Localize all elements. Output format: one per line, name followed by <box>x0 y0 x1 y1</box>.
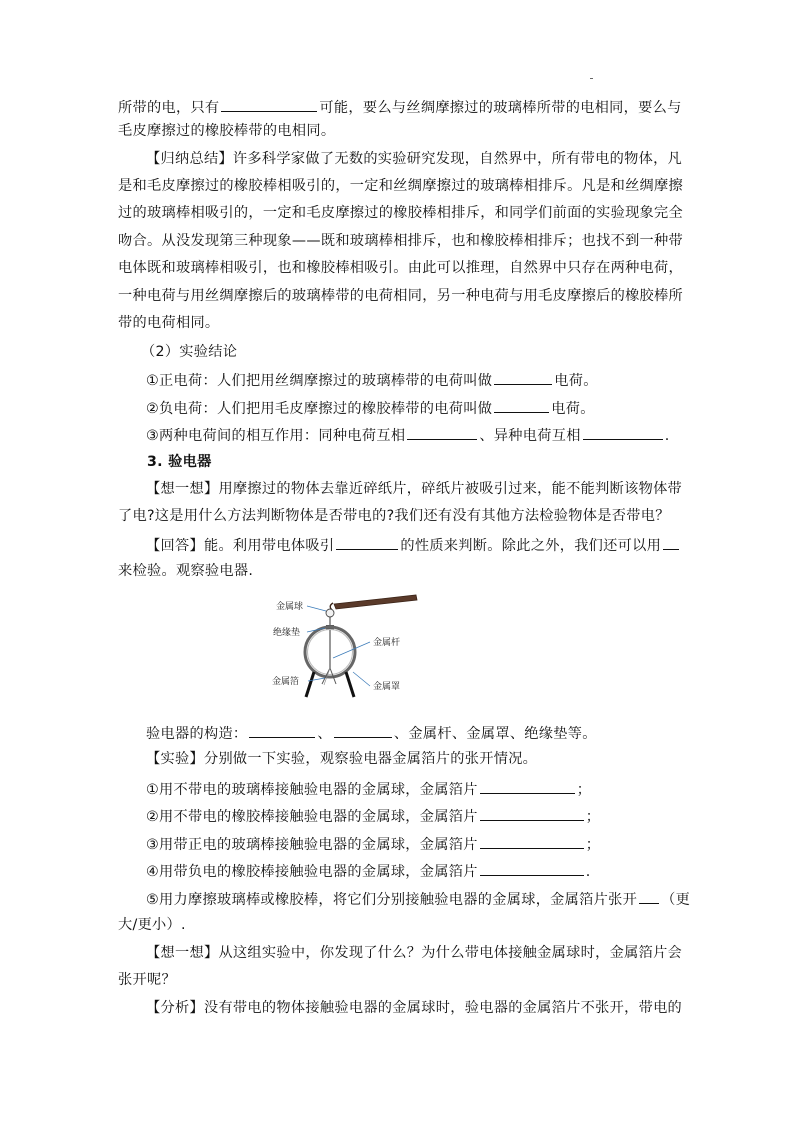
text-line: 过的玻璃棒相吸引的，一定和毛皮摩擦过的橡胶棒相排斥，和同学们前面的实验现象完全 <box>118 205 684 221</box>
label-metal-ball: 金属球 <box>276 602 304 612</box>
answer-blank[interactable] <box>480 805 584 821</box>
text-line: 【想一想】用摩擦过的物体去靠近碎纸片，碎纸片被吸引过来，能不能判断该物体带 <box>146 481 683 497</box>
label-insulating-pad: 绝缘垫 <box>273 628 301 638</box>
answer-blank[interactable] <box>480 833 584 849</box>
text-line: ⑤用力摩擦玻璃棒或橡胶棒，将它们分别接触验电器的金属球，金属箔片张开 （更 <box>146 888 706 910</box>
answer-blank[interactable] <box>494 369 552 385</box>
answer-blank[interactable] <box>480 778 575 794</box>
answer-blank[interactable] <box>334 722 392 738</box>
text-line: 带的电荷相同。 <box>118 315 220 331</box>
text-line: 大/更小）. <box>118 917 186 933</box>
section-heading: （2）实验结论 <box>141 344 238 360</box>
text-line: 来检验。观察验电器. <box>118 563 254 579</box>
answer-blank[interactable] <box>249 722 315 738</box>
corner-mark <box>590 78 593 79</box>
text-line: ③两种电荷间的相互作用：同种电荷互相 、异种电荷互相 . <box>146 424 706 446</box>
text-line: 电体既和玻璃棒相吸引，也和橡胶棒相吸引。由此可以推理，自然界中只存在两种电荷， <box>118 260 684 276</box>
text-line: 了电?这是用什么方法判断物体是否带电的?我们还有没有其他方法检验物体是否带电？ <box>118 508 670 524</box>
label-metal-cover: 金属罩 <box>373 682 401 692</box>
text-line: ②负电荷：人们把用毛皮摩擦过的橡胶棒带的电荷叫做 电荷。 <box>146 397 706 419</box>
answer-blank[interactable] <box>480 860 584 876</box>
text-line: ①正电荷：人们把用丝绸摩擦过的玻璃棒带的电荷叫做 电荷。 <box>146 369 706 391</box>
text-line: 张开呢？ <box>118 972 176 988</box>
answer-blank[interactable] <box>663 534 679 550</box>
label-metal-foil: 金属箔 <box>272 677 300 687</box>
text-line: 【归纳总结】许多科学家做了无数的实验研究发现，自然界中，所有带电的物体，凡 <box>146 151 683 167</box>
text-line: ②用不带电的橡胶棒接触验电器的金属球，金属箔片 ； <box>146 805 706 827</box>
text-line: 【回答】能。利用带电体吸引 的性质来判断。除此之外，我们还可以用 <box>146 534 706 556</box>
electroscope-figure <box>270 592 430 702</box>
text-line: 一种电荷与用丝绸摩擦后的玻璃棒带的电荷相同，另一种电荷与用毛皮摩擦后的橡胶棒所 <box>118 288 684 304</box>
text-line: 是和毛皮摩擦过的橡胶棒相吸引的，一定和丝绸摩擦过的玻璃棒相排斥。凡是和丝绸摩擦 <box>118 178 684 194</box>
text-line: ③用带正电的玻璃棒接触验电器的金属球，金属箔片 ； <box>146 833 706 855</box>
text-line: 【实验】分别做一下实验，观察验电器金属箔片的张开情况。 <box>146 751 538 767</box>
answer-blank[interactable] <box>639 888 659 904</box>
text-line: ①用不带电的玻璃棒接触验电器的金属球，金属箔片 ； <box>146 778 706 800</box>
text-line: 吻合。从没发现第三种现象——既和玻璃棒相排斥，也和橡胶棒相排斥；也找不到一种带 <box>118 233 684 249</box>
text-line: 验电器的构造： 、 、金属杆、金属罩、绝缘垫等。 <box>146 722 706 744</box>
answer-blank[interactable] <box>583 424 663 440</box>
answer-blank[interactable] <box>221 96 317 112</box>
answer-blank[interactable] <box>494 397 549 413</box>
text-line: 毛皮摩擦过的橡胶棒带的电相同。 <box>118 123 336 139</box>
answer-blank[interactable] <box>336 534 398 550</box>
label-metal-rod: 金属杆 <box>373 638 401 648</box>
section-heading: 3. 验电器 <box>147 454 212 470</box>
text-line: 【想一想】从这组实验中，你发现了什么？为什么带电体接触金属球时，金属箔片会 <box>146 945 683 961</box>
text-line: 所带的电，只有 可能，要么与丝绸摩擦过的玻璃棒所带的电相同，要么与 <box>118 96 678 118</box>
text-line: ④用带负电的橡胶棒接触验电器的金属球，金属箔片 . <box>146 860 706 882</box>
text-line: 【分析】没有带电的物体接触验电器的金属球时，验电器的金属箔片不张开，带电的 <box>146 1000 683 1016</box>
electroscope-diagram <box>270 592 430 702</box>
answer-blank[interactable] <box>407 424 477 440</box>
